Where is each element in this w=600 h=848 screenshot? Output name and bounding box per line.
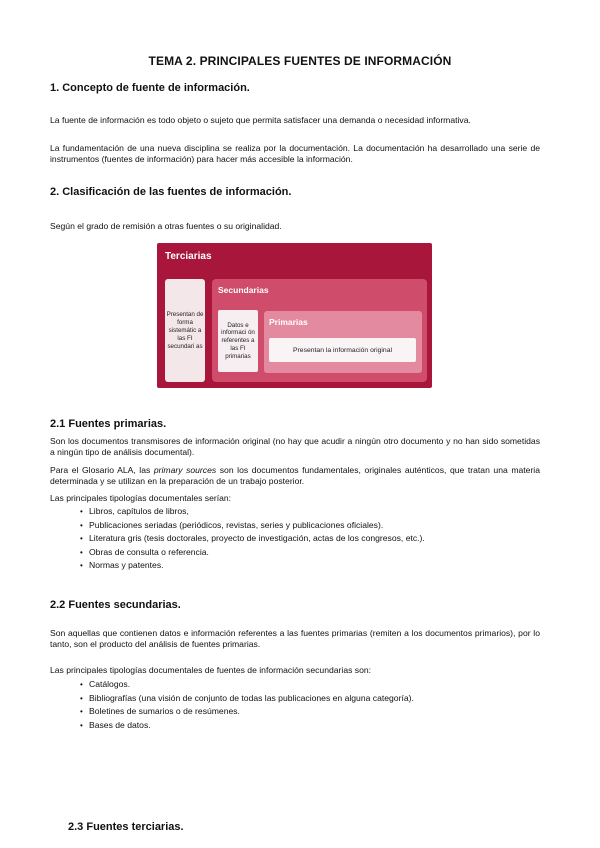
primarias-panel <box>264 311 422 373</box>
section-2-2-heading: 2.2 Fuentes secundarias. <box>50 599 181 611</box>
primarias-title: Primarias <box>269 317 308 327</box>
secundarias-title: Secundarias <box>218 285 269 295</box>
terciarias-description <box>165 279 205 382</box>
section-1-heading: 1. Concepto de fuente de información. <box>50 82 250 94</box>
list-item: • Bibliografías (una visión de conjunto de todas las publicaciones en alguna categoría). <box>80 692 414 706</box>
secundarias-text: Datos e informaci ón referentes a las FI primarias <box>221 321 255 360</box>
section-2-1-paragraph-1: Son los documentos transmisores de información original (no hay que acudir a ningún otro documento y no han sido sometidas a ningún tipo de análisis documental). <box>50 436 540 457</box>
section-2-1-paragraph-3: Las principales tipologías documentales serían: <box>50 493 232 503</box>
list-item: • Normas y patentes. <box>80 559 425 573</box>
section-2-2-paragraph-1: Son aquellas que contienen datos e información referentes a las fuentes primarias (remiten a los documentos primarios), por lo tanto, son el producto del análisis de fuentes primarias. <box>50 628 540 649</box>
page-title: TEMA 2. PRINCIPALES FUENTES DE INFORMACIÓN <box>148 54 452 68</box>
terciarias-title: Terciarias <box>165 251 212 262</box>
secondary-types-list <box>80 678 414 732</box>
section-2-1-heading: 2.1 Fuentes primarias. <box>50 418 167 430</box>
section-2-1-paragraph-2 <box>50 465 540 487</box>
secundarias-panel <box>212 279 427 382</box>
sources-classification-diagram <box>157 243 432 388</box>
terciarias-text: Presentan de forma sistemátic a las FI secundari as <box>166 310 204 350</box>
list-item: • Literatura gris (tesis doctorales, proyecto de investigación, actas de los congresos, etc.). <box>80 532 425 546</box>
list-item: • Libros, capítulos de libros, <box>80 505 425 519</box>
p2-emphasis: primary sources <box>153 465 217 475</box>
list-item: • Bases de datos. <box>80 719 414 733</box>
section-2-3-heading: 2.3 Fuentes terciarias. <box>68 821 184 833</box>
section-1-paragraph-1: La fuente de información es todo objeto o sujeto que permita satisfacer una demanda o necesidad informativa. <box>50 115 471 125</box>
primary-types-list <box>80 505 425 573</box>
p2-text-a: Para el Glosario ALA, las <box>50 465 154 475</box>
list-item: • Boletines de sumarios o de resúmenes. <box>80 705 414 719</box>
section-1-paragraph-2: La fundamentación de una nueva disciplina se realiza por la documentación. La documentación ha desarrollado una serie de instrumentos (fuentes de información) para hacer más accesible la información. <box>50 143 540 164</box>
section-2-paragraph-1: Según el grado de remisión a otras fuentes o su originalidad. <box>50 221 282 231</box>
section-2-2-paragraph-2: Las principales tipologías documentales de fuentes de información secundarias son: <box>50 665 372 675</box>
list-item: • Catálogos. <box>80 678 414 692</box>
list-item: • Publicaciones seriadas (periódicos, revistas, series y publicaciones oficiales). <box>80 519 425 533</box>
list-item: • Obras de consulta o referencia. <box>80 546 425 560</box>
primarias-description: Presentan la información original <box>269 338 416 362</box>
p2-text-b: son los documentos fundamentales, originales auténticos, que tratan una materia determinada y se utilizan en la preparación de un trabajo posterior. <box>50 465 540 486</box>
section-2-heading: 2. Clasificación de las fuentes de información. <box>50 186 292 198</box>
secundarias-description <box>218 310 258 372</box>
